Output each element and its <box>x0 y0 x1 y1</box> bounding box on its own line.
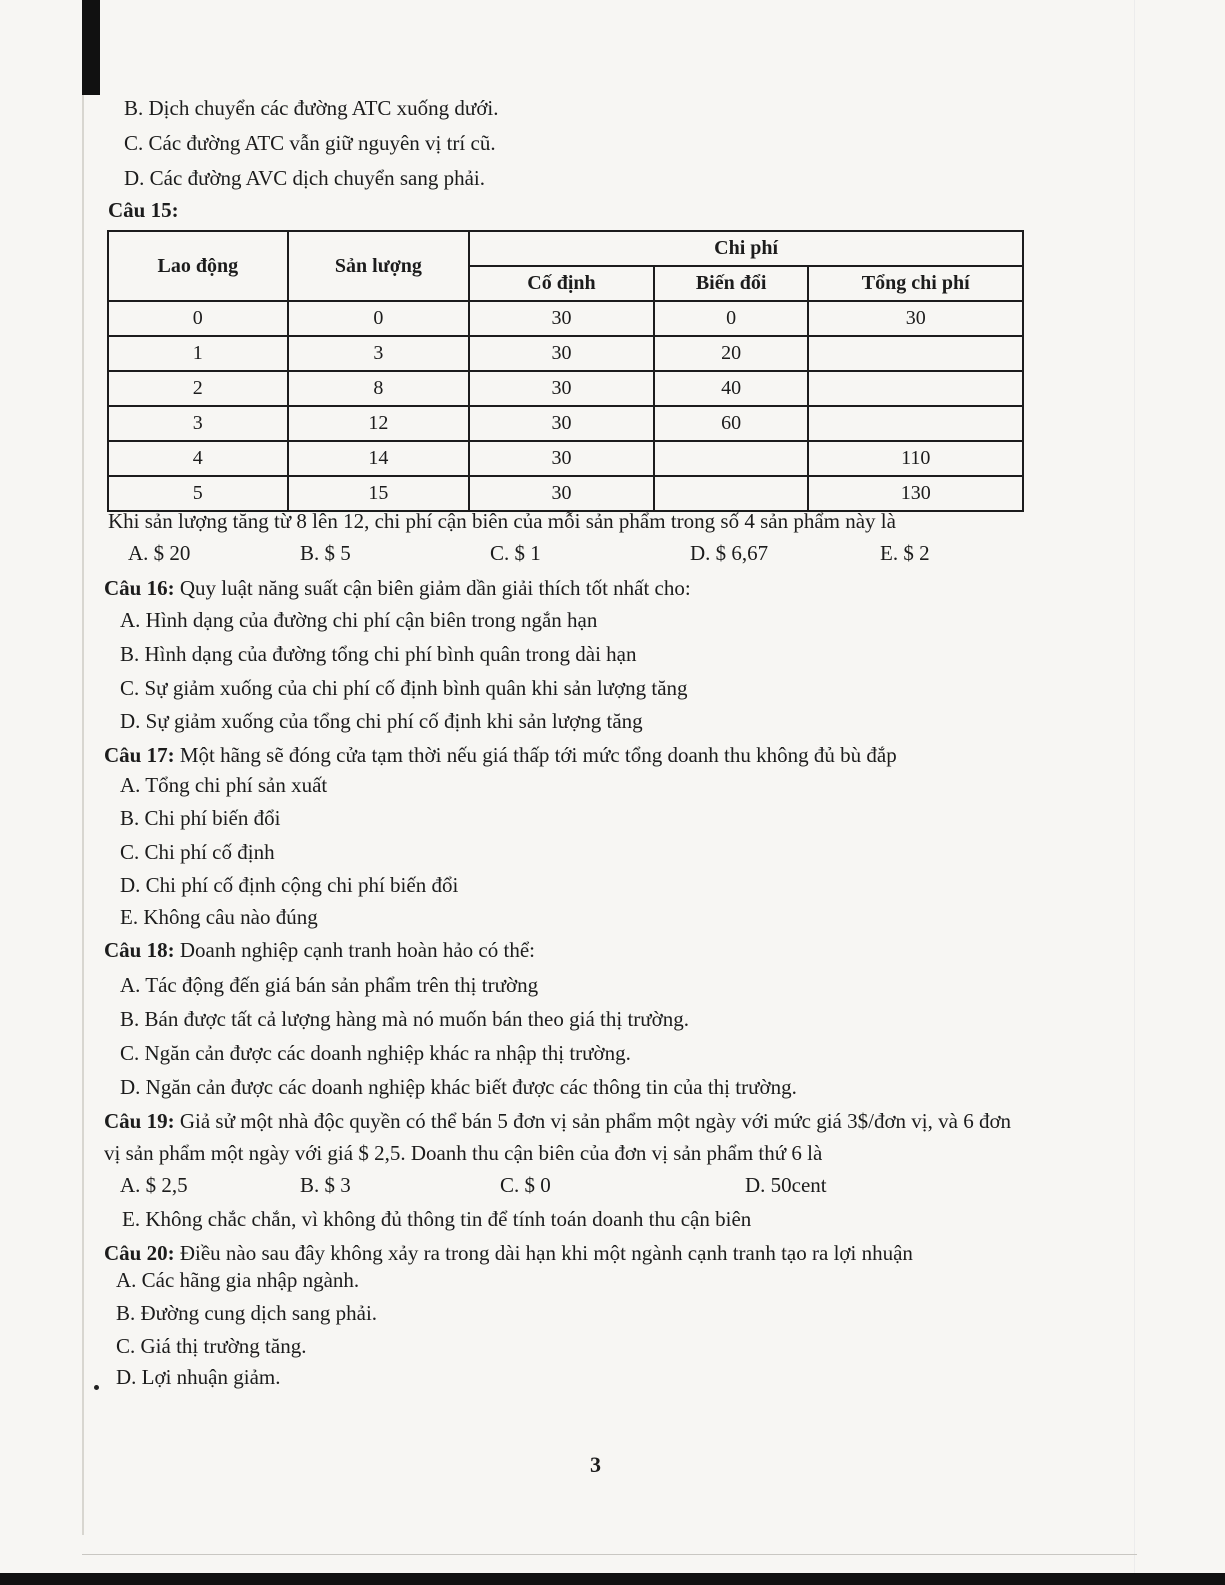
table-row <box>108 371 1023 406</box>
table-row <box>108 476 1023 511</box>
q16-option-a: A. Hình dạng của đường chi phí cận biên trong ngắn hạn <box>120 608 598 632</box>
cell-san-luong: 3 <box>288 336 470 371</box>
cell-co-dinh: 30 <box>469 476 654 511</box>
q16-option-d: D. Sự giảm xuống của tổng chi phí cố định khi sản lượng tăng <box>120 709 643 733</box>
q18-line <box>104 937 535 963</box>
cell-bien-doi: 0 <box>654 301 809 336</box>
q18-label: Câu 18: <box>104 938 175 962</box>
header-chi-phi: Chi phí <box>469 231 1023 266</box>
cell-co-dinh: 30 <box>469 441 654 476</box>
q17-option-d: D. Chi phí cố định cộng chi phí biến đổi <box>120 873 459 897</box>
cell-tong <box>808 371 1023 406</box>
q15-stem: Khi sản lượng tăng từ 8 lên 12, chi phí cận biên của mỗi sản phẩm trong số 4 sản phẩm này là <box>108 509 896 533</box>
cell-lao-dong: 0 <box>108 301 288 336</box>
cost-table <box>107 230 1024 512</box>
cell-san-luong: 0 <box>288 301 470 336</box>
q17-option-b: B. Chi phí biến đổi <box>120 806 281 830</box>
q15-option-b: B. $ 5 <box>300 541 351 565</box>
q16-option-c: C. Sự giảm xuống của chi phí cố định bình quân khi sản lượng tăng <box>120 676 688 700</box>
q16-line <box>104 575 691 601</box>
cell-san-luong: 15 <box>288 476 470 511</box>
cell-lao-dong: 5 <box>108 476 288 511</box>
header-lao-dong: Lao động <box>108 231 288 301</box>
q20-option-c: C. Giá thị trường tăng. <box>116 1334 307 1358</box>
q19-option-a: A. $ 2,5 <box>120 1173 188 1197</box>
header-co-dinh: Cố định <box>469 266 654 301</box>
q20-option-a: A. Các hãng gia nhập ngành. <box>116 1268 360 1292</box>
table-row <box>108 301 1023 336</box>
q15-option-a: A. $ 20 <box>128 541 191 565</box>
cell-lao-dong: 3 <box>108 406 288 441</box>
q17-label: Câu 17: <box>104 743 175 767</box>
cell-tong <box>808 336 1023 371</box>
table-row <box>108 441 1023 476</box>
prev-option-c: C. Các đường ATC vẫn giữ nguyên vị trí cũ. <box>124 131 496 155</box>
page-number: 3 <box>590 1452 601 1477</box>
cell-co-dinh: 30 <box>469 371 654 406</box>
cell-co-dinh: 30 <box>469 336 654 371</box>
q17-option-c: C. Chi phí cố định <box>120 840 275 864</box>
page-edge <box>1134 0 1135 1585</box>
q18-stem: Doanh nghiệp cạnh tranh hoàn hảo có thể: <box>179 938 535 962</box>
q20-line <box>104 1240 913 1266</box>
prev-option-b: B. Dịch chuyển các đường ATC xuống dưới. <box>124 96 499 120</box>
header-san-luong: Sản lượng <box>288 231 470 301</box>
table-row <box>108 336 1023 371</box>
q18-option-d: D. Ngăn cản được các doanh nghiệp khác biết được các thông tin của thị trường. <box>120 1075 797 1099</box>
q17-stem: Một hãng sẽ đóng cửa tạm thời nếu giá thấp tới mức tổng doanh thu không đủ bù đắp <box>179 743 897 767</box>
cell-san-luong: 12 <box>288 406 470 441</box>
q16-stem: Quy luật năng suất cận biên giảm dần giải thích tốt nhất cho: <box>179 576 691 600</box>
stray-dot <box>94 1385 99 1390</box>
q19-line <box>104 1108 1011 1134</box>
q20-option-b: B. Đường cung dịch sang phải. <box>116 1301 378 1325</box>
q18-option-c: C. Ngăn cản được các doanh nghiệp khác ra nhập thị trường. <box>120 1041 631 1065</box>
q19-option-b: B. $ 3 <box>300 1173 351 1197</box>
cell-san-luong: 8 <box>288 371 470 406</box>
q19-option-e: E. Không chắc chắn, vì không đủ thông tin để tính toán doanh thu cận biên <box>122 1207 752 1231</box>
q17-line <box>104 742 897 768</box>
q17-option-e: E. Không câu nào đúng <box>120 905 318 929</box>
cell-bien-doi: 20 <box>654 336 809 371</box>
cell-bien-doi <box>654 476 809 511</box>
cell-bien-doi <box>654 441 809 476</box>
binding-strip <box>82 0 100 95</box>
q19-stem-2: vị sản phẩm một ngày với giá $ 2,5. Doanh thu cận biên của đơn vị sản phẩm thứ 6 là <box>104 1141 823 1165</box>
binding-edge <box>82 95 84 1535</box>
header-tong-chi-phi: Tổng chi phí <box>808 266 1023 301</box>
cell-lao-dong: 1 <box>108 336 288 371</box>
q15-option-d: D. $ 6,67 <box>690 541 769 565</box>
q16-label: Câu 16: <box>104 576 175 600</box>
q19-option-c: C. $ 0 <box>500 1173 551 1197</box>
cell-tong <box>808 406 1023 441</box>
q17-option-a: A. Tổng chi phí sản xuất <box>120 773 328 797</box>
cell-bien-doi: 40 <box>654 371 809 406</box>
cell-lao-dong: 4 <box>108 441 288 476</box>
q15-option-c: C. $ 1 <box>490 541 541 565</box>
bottom-strip <box>0 1573 1225 1585</box>
q18-option-b: B. Bán được tất cả lượng hàng mà nó muốn bán theo giá thị trường. <box>120 1007 690 1031</box>
cell-san-luong: 14 <box>288 441 470 476</box>
q15-option-e: E. $ 2 <box>880 541 930 565</box>
cell-tong: 30 <box>808 301 1023 336</box>
q20-stem: Điều nào sau đây không xảy ra trong dài hạn khi một ngành cạnh tranh tạo ra lợi nhuận <box>179 1241 913 1265</box>
q19-label: Câu 19: <box>104 1109 175 1133</box>
cell-co-dinh: 30 <box>469 301 654 336</box>
cell-co-dinh: 30 <box>469 406 654 441</box>
q19-stem-1: Giả sử một nhà độc quyền có thể bán 5 đơn vị sản phẩm một ngày với mức giá 3$/đơn vị, và 6 đơn <box>179 1109 1012 1133</box>
q19-option-d: D. 50cent <box>745 1173 827 1197</box>
table-row <box>108 406 1023 441</box>
cell-tong: 130 <box>808 476 1023 511</box>
q20-label: Câu 20: <box>104 1241 175 1265</box>
bottom-edge <box>82 1554 1137 1555</box>
cell-bien-doi: 60 <box>654 406 809 441</box>
q16-option-b: B. Hình dạng của đường tổng chi phí bình quân trong dài hạn <box>120 642 637 666</box>
q15-label: Câu 15: <box>108 198 179 222</box>
cell-lao-dong: 2 <box>108 371 288 406</box>
prev-option-d: D. Các đường AVC dịch chuyển sang phải. <box>124 166 485 190</box>
q20-option-d: D. Lợi nhuận giảm. <box>116 1365 281 1389</box>
cell-tong: 110 <box>808 441 1023 476</box>
header-bien-doi: Biến đổi <box>654 266 809 301</box>
q18-option-a: A. Tác động đến giá bán sản phẩm trên thị trường <box>120 973 539 997</box>
